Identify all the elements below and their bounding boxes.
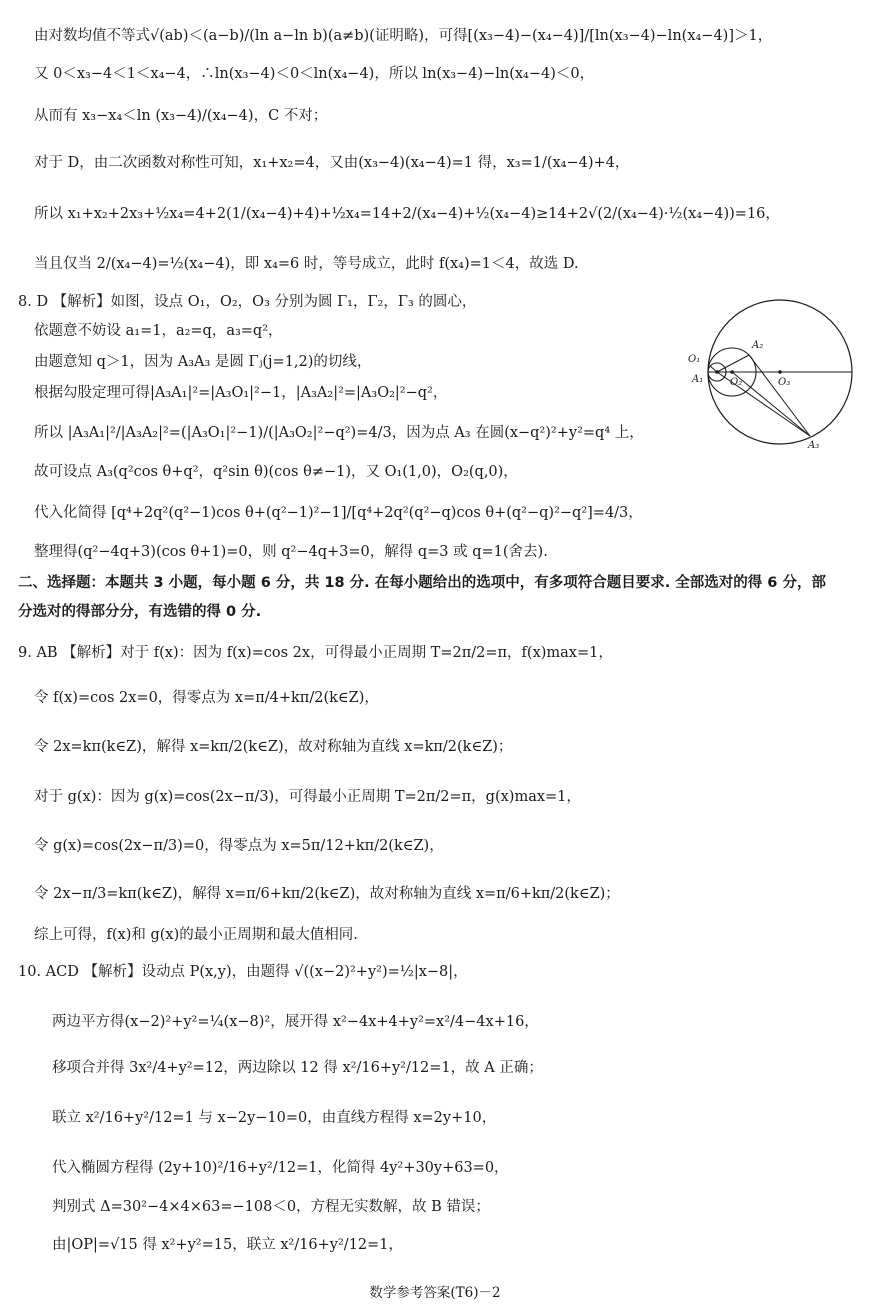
text-line: 从而有 x₃−x₄＜ln (x₃−4)/(x₄−4)，C 不对； xyxy=(34,108,328,124)
text-line: 对于 D，由二次函数对称性可知，x₁+x₂=4，又由(x₃−4)(x₄−4)=1 得，x₃=1/(x₄−4)+4， xyxy=(34,155,630,171)
text-line: 所以 x₁+x₂+2x₃+½x₄=4+2(1/(x₄−4)+4)+½x₄=14+2/(x₄−4)+½(x₄−4)≥14+2√(2/(x₄−4)·½(x₄−4))=16， xyxy=(34,206,780,222)
point-o2 xyxy=(730,370,734,374)
text-line: 判别式 Δ=30²−4×4×63=−108＜0，方程无实数解，故 B 错误； xyxy=(52,1199,490,1215)
problem-8-heading: 8. D 【解析】如图，设点 O₁，O₂，O₃ 分别为圆 Γ₁，Γ₂，Γ₃ 的圆心， xyxy=(18,294,477,310)
section-heading-cont: 分选对的得部分分，有选错的得 0 分. xyxy=(18,604,262,620)
text-line: 整理得(q²−4q+3)(cos θ+1)=0，则 q²−4q+3=0，解得 q=3 或 q=1(舍去). xyxy=(34,544,548,560)
circles-diagram xyxy=(680,292,860,452)
text-line: 当且仅当 2/(x₄−4)=½(x₄−4)，即 x₄=6 时，等号成立，此时 f(x₄)=1＜4，故选 D. xyxy=(34,256,579,272)
section-heading: 二、选择题：本题共 3 小题，每小题 6 分，共 18 分. 在每小题给出的选项中，有多项符合题目要求. 全部选对的得 6 分，部 xyxy=(18,575,826,591)
text-line: 根据勾股定理可得|A₃A₁|²=|A₃O₁|²−1，|A₃A₂|²=|A₃O₂|²−q²， xyxy=(34,385,448,401)
geometry-figure xyxy=(680,292,860,452)
text-line: 两边平方得(x−2)²+y²=¼(x−8)²，展开得 x²−4x+4+y²=x²/4−4x+16， xyxy=(52,1014,539,1030)
page-footer: 数学参考答案(T6)－2 xyxy=(369,1285,501,1301)
label-o3: O₃ xyxy=(778,377,791,388)
label-a2: A₂ xyxy=(752,340,764,351)
text-line: 由|OP|=√15 得 x²+y²=15，联立 x²/16+y²/12=1， xyxy=(52,1237,404,1253)
text-line: 又 0＜x₃−4＜1＜x₄−4，∴ln(x₃−4)＜0＜ln(x₄−4)，所以 ln(x₃−4)−ln(x₄−4)＜0， xyxy=(34,66,595,82)
label-a1: A₁ xyxy=(692,374,704,385)
text-line: 联立 x²/16+y²/12=1 与 x−2y−10=0，由直线方程得 x=2y+10， xyxy=(52,1110,497,1126)
text-line: 令 g(x)=cos(2x−π/3)=0，得零点为 x=5π/12+kπ/2(k∈Z)， xyxy=(34,838,444,854)
segment-o1-a2 xyxy=(717,355,749,372)
text-line: 故可设点 A₃(q²cos θ+q²，q²sin θ)(cos θ≠−1)，又 O₁(1,0)，O₂(q,0)， xyxy=(34,464,518,480)
label-o2: O₂ xyxy=(730,377,743,388)
text-line: 令 f(x)=cos 2x=0，得零点为 x=π/4+kπ/2(k∈Z)， xyxy=(34,690,379,706)
text-line: 所以 |A₃A₁|²/|A₃A₂|²=(|A₃O₁|²−1)/(|A₃O₂|²−q²)=4/3，因为点 A₃ 在圆(x−q²)²+y²=q⁴ 上， xyxy=(34,425,644,441)
text-line: 代入化简得 [q⁴+2q²(q²−1)cos θ+(q²−1)²−1]/[q⁴+2q²(q²−q)cos θ+(q²−q)²−q²]=4/3， xyxy=(34,505,643,521)
text-line: 综上可得，f(x)和 g(x)的最小正周期和最大值相同. xyxy=(34,927,358,943)
text-line: 依题意不妨设 a₁=1，a₂=q，a₃=q²， xyxy=(34,323,283,339)
problem-9-heading: 9. AB 【解析】对于 f(x)：因为 f(x)=cos 2x，可得最小正周期 T=2π/2=π，f(x)max=1， xyxy=(18,645,613,661)
point-o3 xyxy=(778,370,782,374)
point-o1 xyxy=(715,370,719,374)
tangent-a2-a3 xyxy=(749,355,810,436)
segment-o2-a3 xyxy=(732,372,810,436)
text-line: 由题意知 q＞1，因为 A₃A₃ 是圆 Γⱼ(j=1,2)的切线， xyxy=(34,354,372,370)
text-line: 代入椭圆方程得 (2y+10)²/16+y²/12=1，化简得 4y²+30y+63=0， xyxy=(52,1160,509,1176)
text-line: 对于 g(x)：因为 g(x)=cos(2x−π/3)，可得最小正周期 T=2π/2=π，g(x)max=1， xyxy=(34,789,581,805)
label-o1: O₁ xyxy=(688,354,701,365)
label-a3: A₃ xyxy=(808,440,820,451)
text-line: 令 2x=kπ(k∈Z)，解得 x=kπ/2(k∈Z)，故对称轴为直线 x=kπ/2(k∈Z)； xyxy=(34,739,513,755)
text-line: 由对数均值不等式√(ab)＜(a−b)/(ln a−ln b)(a≠b)(证明略)，可得[(x₃−4)−(x₄−4)]/[ln(x₃−4)−ln(x₄−4)]＞1， xyxy=(34,28,773,44)
text-line: 移项合并得 3x²/4+y²=12，两边除以 12 得 x²/16+y²/12=1，故 A 正确； xyxy=(52,1060,543,1076)
problem-10-heading: 10. ACD 【解析】设动点 P(x,y)，由题得 √((x−2)²+y²)=½|x−8|， xyxy=(18,964,468,980)
text-line: 令 2x−π/3=kπ(k∈Z)，解得 x=π/6+kπ/2(k∈Z)，故对称轴为直线 x=π/6+kπ/2(k∈Z)； xyxy=(34,886,620,902)
